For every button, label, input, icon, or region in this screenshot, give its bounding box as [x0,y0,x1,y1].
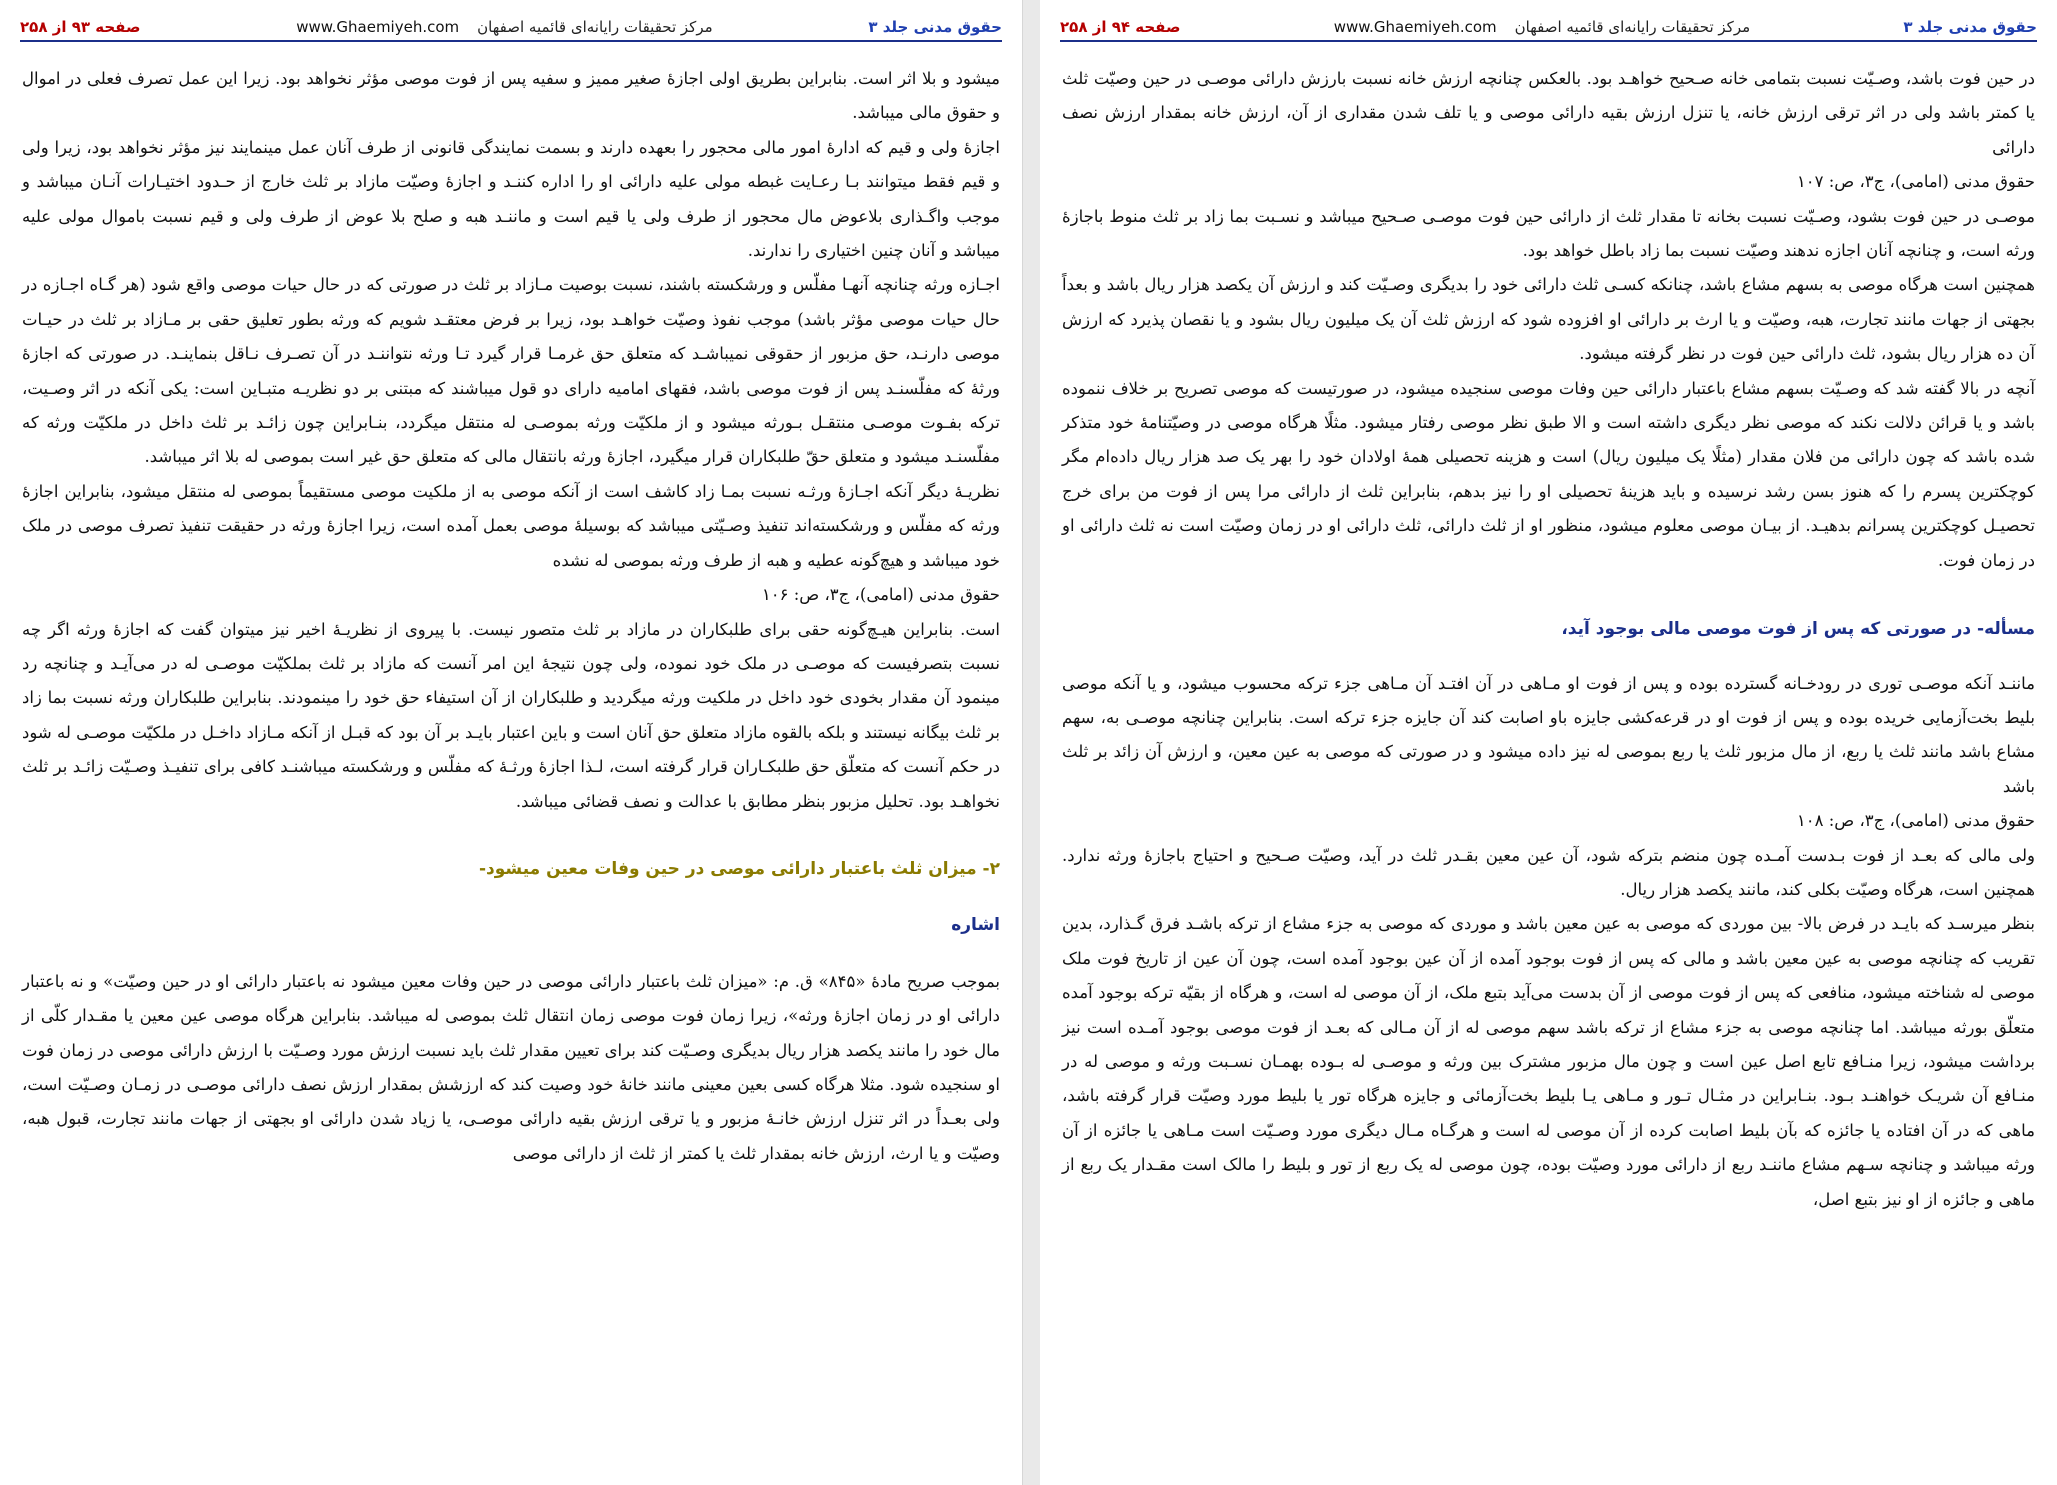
page-reference: حقوق مدنی (امامی)، ج۳، ص: ۱۰۸ [1796,811,2035,831]
page-content [22,62,1000,1465]
section-heading: ۲- میزان ثلث باعتبار دارائی موصی در حین وفات معین میشود- [478,858,1000,879]
page-93 [0,0,1022,1485]
website-link[interactable]: www.Ghaemiyeh.com [1333,18,1497,36]
page-94 [1040,0,2057,1485]
page-gutter [1022,0,1042,1485]
page-reference: حقوق مدنی (امامی)، ج۳، ص: ۱۰۶ [761,585,1000,605]
page-number: صفحه ۹۳ از ۲۵۸ [20,18,141,36]
paragraph: است. بنابراین هیـچ‌گونه حقی برای طلبکاران در مازاد بر ثلث متصور نیست. با پیروی از نظریـهٔ اخیر نیز میتوان گفت که اجازهٔ ورثه اگر چه نسبت بتصرفیست که موصـی در ملک خود نموده، ولی چون نتیجهٔ این امر آنست که مازاد بر ثلث بملکیّت موصـی له در می‌آیـد و چنانچه رد مینمود آن مقدار بخودی خود داخل در ملکیت ورثه میگردید و طلبکاران از آن استیفاء حق خود را مینمودند. بنابراین طلبکاران ورثه نسبت بما زاد بر ثلث بیگانه نیستند و بلکه بالقوه مازاد متعلق حق آنان است و باین اعتبار بایـد بر آن بود که قبـل از آنکه مـازاد داخـل در ملکیّت موصـی له شود در حکم آنست که متعلّق حق طلبکـاران قرار گرفته است، لـذا اجازهٔ ورثـهٔ که مفلّس و ورشکسته میباشنـد کافی برای تنفیـذ وصـیّت زائـد بر ثلث نخواهـد بود. تحلیل مزبور بنظر مطابق با عدالت و نصف قضائی میباشد. [22,619,1000,811]
paragraph: بنظر میرسـد که بایـد در فرض بالا- بین موردی که موصی به عین معین باشد و موردی که موصی به جزء مشاع از ترکه باشـد فرق گـذارد، بدین تقریب که چنانچه موصی به عین معین باشد و مالی که پس از فوت بوجود آمده از آن عین بوجود آمده است، چون آن عین از تاریخ فوت ملک موصی له شناخته میشود، منافعی که پس از فوت موصی از آن بدست می‌آید بتبع ملک، از آن موصی له است، و هرگاه از بقیّه ترکه بوجود آمده متعلّق بورثه میباشد. اما چنانچه موصی به جزء مشاع از ترکه باشد سهم موصی له از آن مـالی که بعـد از فوت موصی بوجود آمـده است نیز برداشت میشود، زیرا منـافع تابع اصل عین است و چون مال مزبور مشترک بین ورثه و موصـی له بـوده بهمـان نسـبت ورثه و موصی له در منـافع آن شریـک خواهنـد بـود. بنـابراین در مثـال تـور و مـاهی یـا بلیط بخت‌آزمائی و جایزه هرگاه تور یا بلیط مورد وصیّت قرار گرفته باشد، ماهی که در آن افتاده یا جائزه که بآن بلیط اصابت کرده از آن موصی له است و هرگـاه مـال دیگری مورد وصـیّت است مـاهی یا جائزه از آن ورثه میباشد و چنانچه سـهم مشاع ماننـد ربع از دارائی مورد وصیّت بوده، چون موصی له یک ربع از تور و بلیط را مالک است مقـدار یک ربع از ماهی و جائزه از او نیز بتبع اصل، [1062,914,2035,1209]
paragraph: آنچه در بالا گفته شد که وصـیّت بسهم مشاع باعتبار دارائی حین وفات موصی سنجیده میشود، در صورتیست که موصی تصریح بر خلاف ننموده باشد و یا قرائن دلالت نکند که موصی نظر دیگری داشته است و الا طبق نظر موصی رفتار میشود. مثلًا هرگاه موصی در وصیّتنامهٔ خود متذکر شده باشد که چون دارائی من فلان مقدار (مثلًا یک میلیون ریال) است و هزینه تحصیلی همهٔ اولادان خود را بهر یک صد هزار ریال داده‌ام مگر کوچکترین پسرم را که هنوز بسن رشد نرسیده و باید هزینهٔ تحصیلی او را نیز بدهم، بنابراین ثلث از دارائی مرا پس از فوت من برای خرج تحصیـل کوچکترین پسرانم بدهیـد. از بیـان موصی معلوم میشود، منظور او از ثلث دارائی، ثلث دارائی او در زمان وصیّت است نه ثلث دارائی او در زمان فوت. [1062,378,2035,570]
page-header [20,14,1002,42]
book-title: حقوق مدنی جلد ۳ [1903,18,2037,36]
paragraph: میشود و بلا اثر است. بنابراین بطریق اولی اجازهٔ صغیر ممیز و سفیه پس از فوت موصی مؤثر نخواهد بود. زیرا این عمل تصرف فعلی در اموال و حقوق مالی میباشد. [22,69,1000,123]
header-center [1334,18,1750,36]
website-link[interactable]: www.Ghaemiyeh.com [296,18,460,36]
paragraph: ولی مالی که بعـد از فوت بـدست آمـده چون منضم بترکه شود، آن عین معین بقـدر ثلث در آید، وصیّت صـحیح و احتیاج باجازهٔ ورثه ندارد. همچنین است، هرگاه وصیّت بکلی کند، مانند یکصد هزار ریال. [1062,845,2035,899]
subsection-heading: اشاره [951,915,1000,936]
paragraph: اجـازه ورثه چنانچه آنهـا مفلّس و ورشکسته باشند، نسبت بوصیت مـازاد بر ثلث در صورتی که در حال حیات موصی واقع شود (هر گـاه اجـازه در حال حیات موصی مؤثر باشد) موجب نفوذ وصیّت خواهـد بود، زیرا بر فرض معتقـد شویم که ورثه بطور تعلیق حقی بر مـازاد بر ثلث در حیـات موصی دارنـد، حق مزبور از حقوقی نمیباشـد که متعلق حق غرمـا قرار گیرد تـا ورثه نتواننـد در آن تصـرف نـاقل بنماینـد. در صورتی که اجازهٔ ورثهٔ که مفلّسنـد پس از فوت موصی باشد، فقهای امامیه دارای دو قول میباشند که مبتنی بر دو نظریـه متبـاین است: یکی آنکه در اثر وصـیت، ترکه بفـوت موصـی منتقـل بـورثه میشود و از ملکیّت ورثه بموصـی له منتقل میگردد، بنـابراین چون زائـد بر ثلث داخل در ملکیّت ورثه که مفلّسنـد میشود و متعلق حقّ طلبکاران قرار میگیرد، اجازهٔ ورثه بانتقال مالی که متعلق حق غیر است بموصی له بلا اثر میباشد. [22,275,1000,467]
paragraph: اجازهٔ ولی و قیم که ادارهٔ امور مالی محجور را بعهده دارند و بسمت نمایندگی قانونی از طرف آنان عمل مینمایند نیز مؤثر نخواهد بود، زیرا ولی و قیم فقط میتوانند بـا رعـایت غبطه مولی علیه دارائی او را اداره کننـد و اجازهٔ وصیّت مازاد بر ثلث خارج از حـدود اختیـارات آنـان میباشد و موجب واگـذاری بلاعوض مال محجور از طرف ولی یا قیم است و ماننـد هبه و صلح بلا عوض از طرف ولی و قیم نسبت باموال مولی علیه میباشد و آنان چنین اختیاری را ندارند. [22,137,1000,261]
paragraph: نظریـهٔ دیگر آنکه اجـازهٔ ورثـه نسبت بمـا زاد کاشف است از آنکه موصی به از ملکیت موصی مستقیماً بموصی له منتقل میشود، بنابراین اجازهٔ ورثه که مفلّس و ورشکسته‌اند تنفیذ وصـیّتی میباشد که بوسیلهٔ موصی بعمل آمده است، زیرا اجازهٔ ورثه در حقیقت تنفیذ تصرف موصی در ملک خود میباشد و هیچ‌گونه عطیه و هبه از طرف ورثه بموصی له نشده [22,481,1000,570]
paragraph: همچنین است هرگاه موصی به بسهم مشاع باشد، چنانکه کسـی ثلث دارائی خود را بدیگری وصـیّت کند و ارزش آن یکصد هزار ریال باشد و بعداً بجهتی از جهات مانند تجارت، هبه، وصیّت و یا ارث بر دارائی او افزوده شود که ارزش ثلث آن یک میلیون ریال بشود و یا نقصان پذیرد که ارزش آن ده هزار ریال بشود، ثلث دارائی حین فوت در نظر گرفته میشود. [1062,275,2035,364]
section-heading: مسأله- در صورتی که پس از فوت موصی مالی بوجود آید، [1561,619,2035,640]
publisher-name: مرکز تحقیقات رایانه‌ای قائمیه اصفهان [1514,18,1751,36]
page-header [1060,14,2037,42]
paragraph: در حین فوت باشد، وصـیّت نسبت بتمامی خانه صـحیح خواهـد بود. بالعکس چنانچه ارزش خانه نسبت بارزش دارائی موصـی در حین وصیّت ثلث یا کمتر باشد ولی در اثر ترقی ارزش خانه، یا تنزل ارزش بقیه دارائی موصی و یا تلف شدن مقداری از آن، ارزش خانه بمقدار ارزش نصف دارائی [1062,69,2035,157]
book-title: حقوق مدنی جلد ۳ [868,18,1002,36]
page-content [1062,62,2035,1465]
paragraph: موصـی در حین فوت بشود، وصـیّت نسبت بخانه تا مقدار ثلث از دارائی حین فوت موصـی صـحیح میباشد و نسـبت بما زاد بر ثلث منوط باجازهٔ ورثه است، و چنانچه آنان اجازه ندهند وصیّت نسبت بما زاد باطل خواهد بود. [1062,206,2035,261]
page-number: صفحه ۹۴ از ۲۵۸ [1060,18,1181,36]
header-center [296,18,712,36]
page-reference: حقوق مدنی (امامی)، ج۳، ص: ۱۰۷ [1796,172,2035,192]
publisher-name: مرکز تحقیقات رایانه‌ای قائمیه اصفهان [477,18,713,36]
paragraph: ماننـد آنکه موصـی توری در رودخـانه گسترده بوده و پس از فوت او مـاهی در آن افتـد آن مـاهی جزء ترکه محسوب میشود، و یا آنکه موصی بلیط بخت‌آزمایی خریده بوده و پس از فوت او در قرعه‌کشی جایزه باو اصابت کند آن جایزه جزء ترکه است. بنابراین چنانچه موصـی به، سهم مشاع باشد مانند ثلث یا ربع، از مال مزبور ثلث یا ربع بموصی له نیز داده میشود و در صورتی که موصی به عین معین، و ارزش آن زائد بر ثلث باشد [1062,673,2036,796]
paragraph: بموجب صریح مادهٔ «۸۴۵» ق. م: «میزان ثلث باعتبار دارائی موصی در حین وفات معین میشود نه باعتبار دارائی او در حین وصیّت» و نه باعتبار دارائی او در زمان اجازهٔ ورثه»، زیرا زمان فوت موصی زمان انتقال ثلث بموصی له میباشد. بنابراین هرگاه موصی عین معین یا مقـدار کلّی از مال خود را مانند یکصد هزار ریال بدیگری وصـیّت کند برای تعیین مقدار ثلث باید نسبت ارزش مورد وصـیّت با ارزش دارائی موصی در زمان فوت او سنجیده شود. مثلا هرگاه کسی بعین معینی مانند خانهٔ خود وصیت کند که ارزشش بمقدار ارزش نصف دارائی موصـی در زمـان وصـیّت است، ولی بعـداً در اثر تنزل ارزش خانـهٔ مزبور و یا ترقی ارزش بقیه دارائی موصـی، یا زیاد شدن دارائی او بجهتی از جهات مانند تجارت، قبول هبه، وصیّت و یا ارث، ارزش خانه بمقدار ثلث یا کمتر از ثلث از دارائی موصی [22,971,1000,1163]
